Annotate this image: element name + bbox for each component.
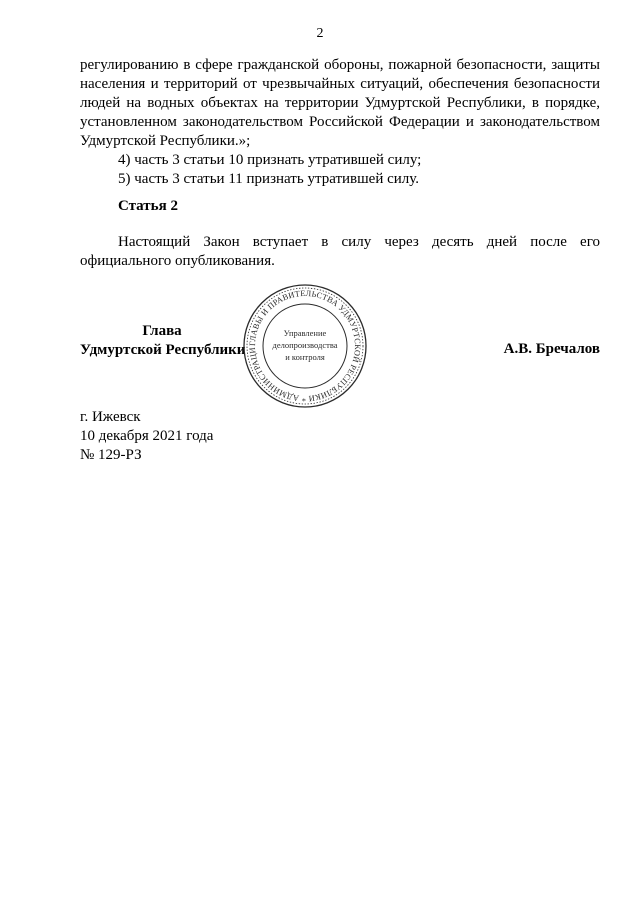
official-seal [242,283,368,409]
seal-center-line2: делопроизводства [272,340,338,350]
seal-center-line3: и контроля [285,352,325,362]
article-2-heading: Статья 2 [118,198,178,214]
footer-city: г. Ижевск [80,409,141,425]
signatory-title [80,322,250,360]
seal-center-line1: Управление [283,328,327,338]
page-number: 2 [316,26,324,41]
list-item-4: 4) часть 3 статьи 10 признать утратившей силу; [118,152,422,168]
document-footer [80,408,213,465]
article-2-text: Настоящий Закон вступает в силу через десять дней после его официального опубликования. [80,234,600,269]
signatory-name: А.В. Бречалов [503,341,600,357]
signatory-title-line2: Удмуртской Республики [80,342,246,358]
continuation-block [80,56,600,189]
footer-date: 10 декабря 2021 года [80,428,214,444]
list-item-5: 5) часть 3 статьи 11 признать утратившей силу. [118,171,420,187]
signatory-title-line1: Глава [142,323,182,339]
seal-graphic [242,283,368,409]
continuation-paragraph: регулированию в сфере гражданской обороны, пожарной безопасности, защиты населения и территорий от чрезвычайных ситуаций, обеспечения безопасности людей на водных объектах на территории Удмуртской Республики, в порядке, установленном законодательством Российской Федерации и законодательством Удмуртской Республики.»; [80,57,600,149]
seal-ring-text: ГЛАВЫ И ПРАВИТЕЛЬСТВА УДМУРТСКОЙ РЕСПУБЛИКИ * АДМИНИСТРАЦИ [247,288,363,404]
footer-law-number: № 129-РЗ [80,447,142,463]
